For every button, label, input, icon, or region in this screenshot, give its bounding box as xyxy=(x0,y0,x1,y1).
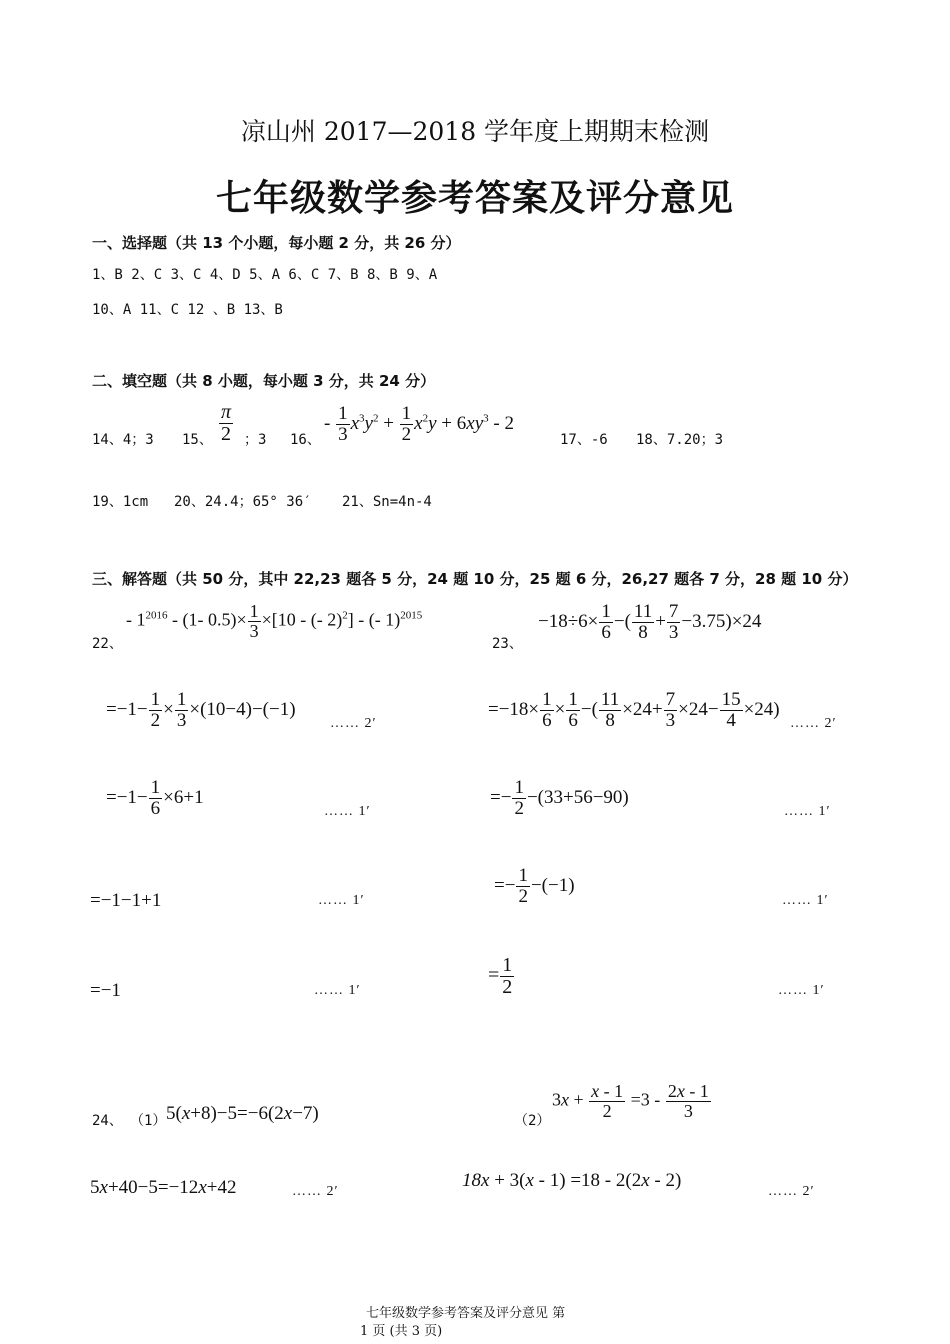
answer-15-label: 15、 xyxy=(182,432,213,448)
answer-19: 19、1cm xyxy=(92,494,149,510)
q23-step4-score: …… 1′ xyxy=(778,983,825,998)
q22-step1: =−1− $\frac{1}{2}$ × $\frac{1}{3}$ ×(10−4)−(−1) xyxy=(106,689,296,731)
q22-step2: =−1− $\frac{1}{6}$ ×6+1 xyxy=(106,777,204,819)
q24-part1-step1: 5x+40−5=−12x+42 xyxy=(90,1177,237,1198)
answer-15-fraction: $\frac{\pi}{2}$ xyxy=(221,401,232,445)
q23-step1: =−18× $\frac{1}{6}$ × $\frac{1}{6}$ −( $\frac{11}{8}$ ×24+ $\frac{7}{3}$ ×24− $\frac{15}{4}$ ×24) xyxy=(488,689,780,731)
answer-16-expression: - $\frac{1}{3}$ $x^3y^2$ + $\frac{1}{2}$ $x^2y + 6xy^3 - 2$ xyxy=(324,403,514,445)
q24-part2-step1: 18x + 3(x - 1) =18 - 2(2x - 2) xyxy=(462,1170,682,1191)
q24-part1-step1-score: …… 2′ xyxy=(292,1184,339,1199)
q24-part1-label: （1） xyxy=(130,1113,167,1129)
footer-line1: 七年级数学参考答案及评分意见 第 xyxy=(366,1306,566,1321)
q22-step3-score: …… 1′ xyxy=(318,893,365,908)
q23-step3: =− $\frac{1}{2}$ −(−1) xyxy=(494,865,575,907)
q22-step2-score: …… 1′ xyxy=(324,804,371,819)
q23-label: 23、 xyxy=(492,636,523,652)
answer-15-tail: ；3 xyxy=(244,432,267,448)
q23-step3-score: …… 1′ xyxy=(782,893,829,908)
q24-part2-label: （2） xyxy=(514,1113,551,1129)
answer-17: 17、-6 xyxy=(560,432,608,448)
answer-16-label: 16、 xyxy=(290,432,321,448)
q24-part1-equation: 5(x+8)−5=−6(2x−7) xyxy=(166,1103,319,1124)
document-subtitle: 七年级数学参考答案及评分意见 xyxy=(215,178,734,219)
answer-18: 18、7.20；3 xyxy=(636,432,724,448)
section2-heading: 二、填空题（共 8 小题，每小题 3 分，共 24 分） xyxy=(92,372,436,390)
q23-step2-score: …… 1′ xyxy=(784,804,831,819)
q22-step1-score: …… 2′ xyxy=(330,716,377,731)
q24-label: 24、 xyxy=(92,1113,123,1129)
q22-step4: =−1 xyxy=(90,980,121,1001)
q22-step4-score: …… 1′ xyxy=(314,983,361,998)
q23-step1-score: …… 2′ xyxy=(790,716,837,731)
footer-line2: 1 页 (共 3 页) xyxy=(360,1324,443,1339)
section1-answers-row2: 10、A 11、C 12 、B 13、B xyxy=(92,302,283,318)
answer-21: 21、Sn=4n-4 xyxy=(342,494,432,510)
q22-step3: =−1−1+1 xyxy=(90,890,162,911)
q24-part2-step1-score: …… 2′ xyxy=(768,1184,815,1199)
q23-expression: −18÷6× $\frac{1}{6}$ −( $\frac{11}{8}$ + $\frac{7}{3}$ −3.75)×24 xyxy=(538,601,762,643)
q23-step2: =− $\frac{1}{2}$ −(33+56−90) xyxy=(490,777,629,819)
q22-label: 22、 xyxy=(92,636,123,652)
section1-heading: 一、选择题（共 13 个小题，每小题 2 分，共 26 分） xyxy=(92,234,461,252)
q23-step4: = $\frac{1}{2}$ xyxy=(488,954,513,998)
section3-heading: 三、解答题（共 50 分，其中 22,23 题各 5 分，24 题 10 分，25 题 6 分，26,27 题各 7 分，28 题 10 分） xyxy=(92,570,858,588)
q22-expression: - $1^{2016} - (1-$ 0.5)× $\frac{1}{3}$ ×[10 - (- 2)$^2$] - (- 1)$^{2015}$ xyxy=(126,601,423,641)
document-title: 凉山州 2017—2018 学年度上期期末检测 xyxy=(240,117,710,146)
answer-14: 14、4；3 xyxy=(92,432,154,448)
answer-20: 20、24.4；65° 36′ xyxy=(174,494,312,510)
q24-part2-equation: 3x + $\frac{x - 1}{2}$ =3 - $\frac{2x - 1}{3}$ xyxy=(552,1081,709,1121)
section1-answers-row1: 1、B 2、C 3、C 4、D 5、A 6、C 7、B 8、B 9、A xyxy=(92,267,438,283)
